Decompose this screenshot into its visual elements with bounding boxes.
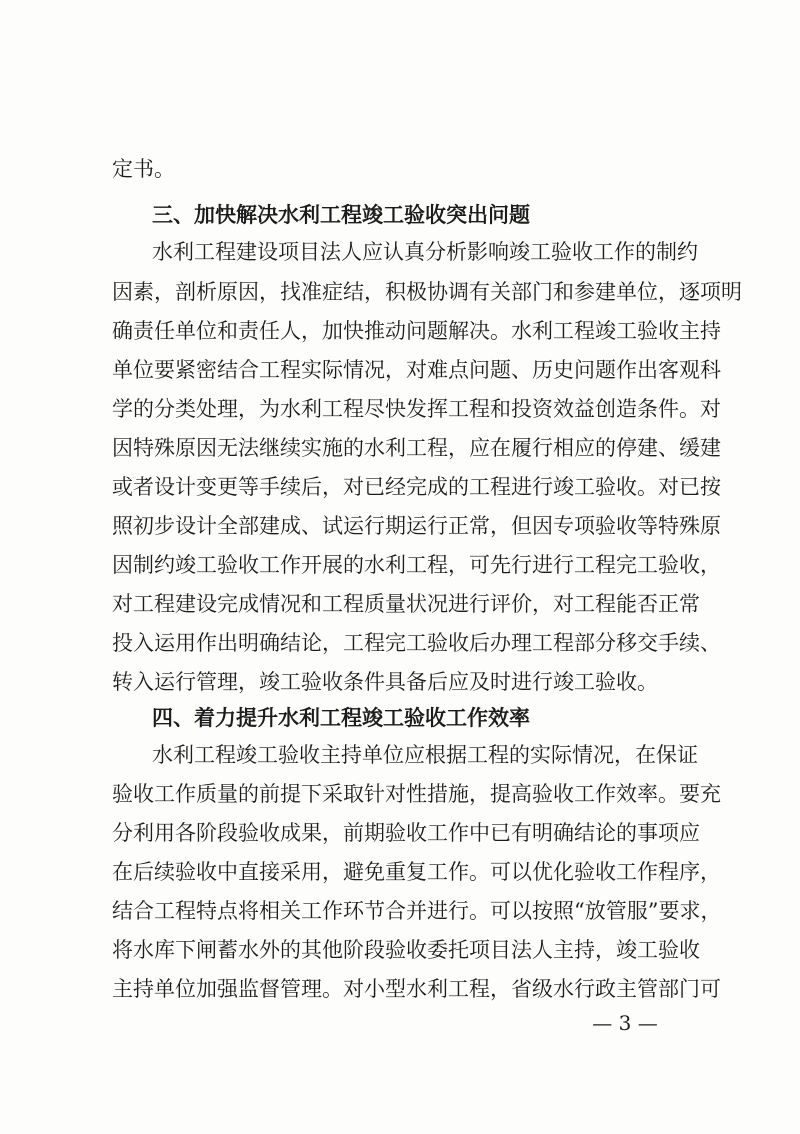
paragraph-line: 或者设计变更等手续后，对已经完成的工程进行竣工验收。对已按 [112, 475, 721, 499]
paragraph-line: 水利工程竣工验收主持单位应根据工程的实际情况，在保证 [152, 743, 698, 767]
paragraph-line: 单位要紧密结合工程实际情况，对难点问题、历史问题作出客观科 [112, 358, 721, 382]
paragraph-line: 照初步设计全部建成、试运行期运行正常，但因专项验收等特殊原 [112, 514, 721, 538]
paragraph-line: 在后续验收中直接采用，避免重复工作。可以优化验收工作程序， [112, 860, 721, 884]
page-number: — 3 — [592, 1011, 658, 1035]
paragraph-line: 分利用各阶段验收成果，前期验收工作中已有明确结论的事项应 [112, 821, 700, 845]
paragraph-line: 水利工程建设项目法人应认真分析影响竣工验收工作的制约 [152, 240, 698, 264]
paragraph-line: 因制约竣工验收工作开展的水利工程，可先行进行工程完工验收， [112, 553, 721, 577]
paragraph-line: 主持单位加强监督管理。对小型水利工程，省级水行政主管部门可 [112, 977, 721, 1001]
paragraph-line: 转入运行管理，竣工验收条件具备后应及时进行竣工验收。 [112, 670, 658, 694]
paragraph-line: 确责任单位和责任人，加快推动问题解决。水利工程竣工验收主持 [112, 319, 721, 343]
paragraph-line: 因素，剖析原因，找准症结，积极协调有关部门和参建单位，逐项明 [112, 280, 742, 304]
section-heading-3: 三、加快解决水利工程竣工验收突出问题 [152, 203, 530, 227]
paragraph-line: 定书。 [112, 157, 175, 181]
paragraph-line: 因特殊原因无法继续实施的水利工程，应在履行相应的停建、缓建 [112, 436, 721, 460]
paragraph-line: 投入运用作出明确结论，工程完工验收后办理工程部分移交手续、 [112, 631, 721, 655]
paragraph-line: 将水库下闸蓄水外的其他阶段验收委托项目法人主持，竣工验收 [112, 938, 700, 962]
paragraph-line: 验收工作质量的前提下采取针对性措施，提高验收工作效率。要充 [112, 782, 721, 806]
paragraph-line: 结合工程特点将相关工作环节合并进行。可以按照“放管服”要求， [112, 899, 722, 923]
paragraph-line: 学的分类处理，为水利工程尽快发挥工程和投资效益创造条件。对 [112, 397, 721, 421]
paragraph-line: 对工程建设完成情况和工程质量状况进行评价，对工程能否正常 [112, 592, 700, 616]
section-heading-4: 四、着力提升水利工程竣工验收工作效率 [152, 706, 530, 730]
